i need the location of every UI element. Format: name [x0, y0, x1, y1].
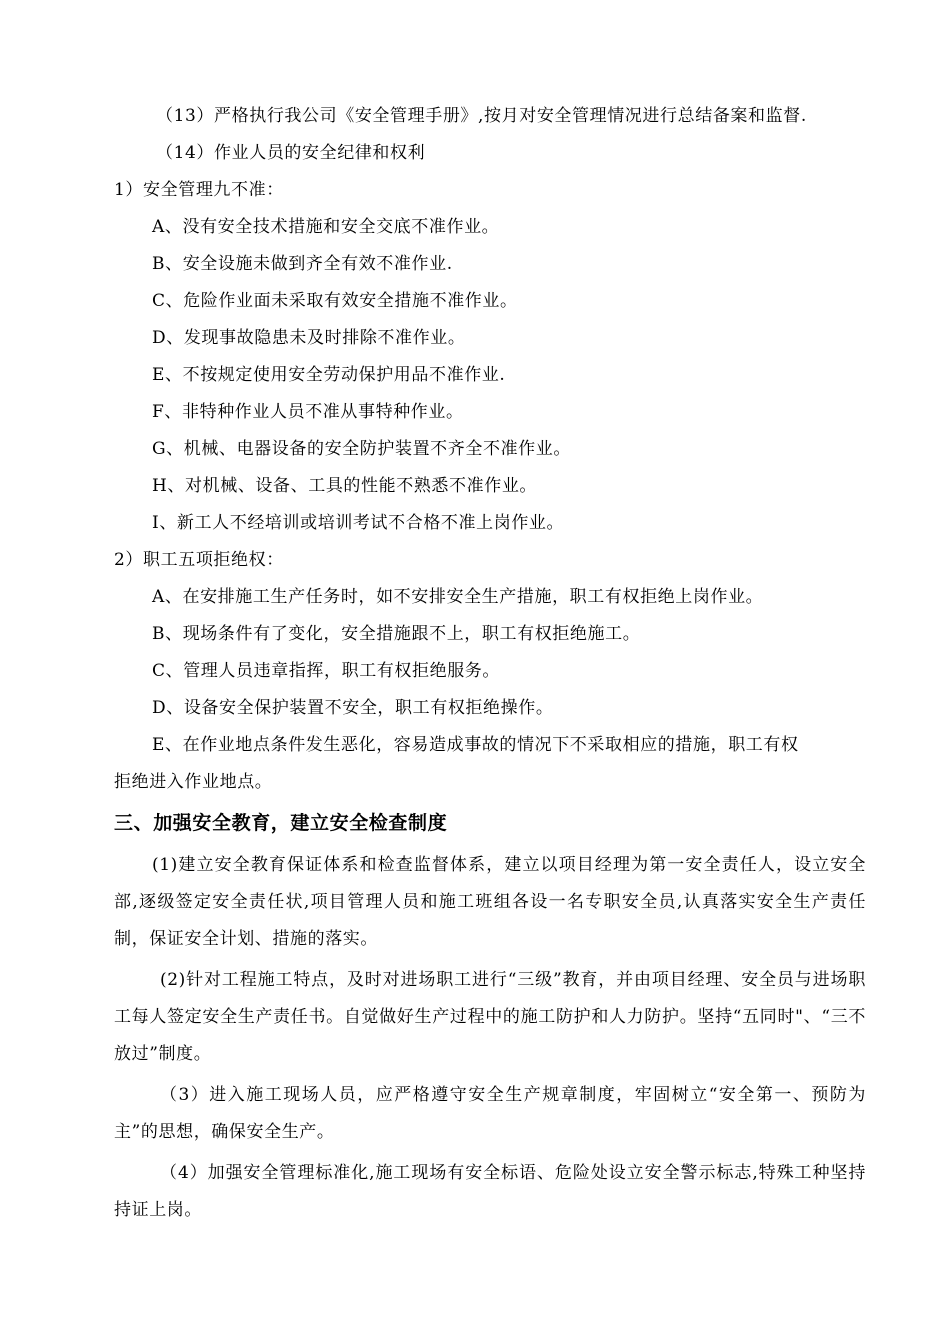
refusal-item-d: D、设备安全保护装置不安全，职工有权拒绝操作。	[152, 698, 554, 718]
nine-rules-item-a: A、没有安全技术措施和安全交底不准作业。	[152, 217, 500, 237]
paragraph-4: （4）加强安全管理标准化,施工现场有安全标语、危险处设立安全警示标志,特殊工种坚持持证上岗。	[114, 1163, 866, 1220]
nine-rules-item-g: G、机械、电器设备的安全防护装置不齐全不准作业。	[152, 439, 571, 459]
refusal-item-a: A、在安排施工生产任务时，如不安排安全生产措施，职工有权拒绝上岗作业。	[152, 587, 764, 607]
nine-rules-item-h: H、对机械、设备、工具的性能不熟悉不准作业。	[152, 476, 538, 496]
refusal-item-b: B、现场条件有了变化，安全措施跟不上，职工有权拒绝施工。	[152, 624, 641, 644]
nine-rules-item-d: D、发现事故隐患未及时排除不准作业。	[152, 328, 466, 348]
nine-rules-item-e: E、不按规定使用安全劳动保护用品不准作业.	[152, 365, 506, 385]
refusal-item-e-line2: 拒绝进入作业地点。	[114, 772, 273, 792]
item-13: （13）严格执行我公司《安全管理手册》,按月对安全管理情况进行总结备案和监督.	[156, 106, 807, 126]
refusal-item-e-line1: E、在作业地点条件发生恶化，容易造成事故的情况下不采取相应的措施，职工有权	[152, 735, 799, 755]
nine-rules-item-b: B、安全设施未做到齐全有效不准作业.	[152, 254, 453, 274]
section-heading-safety-education: 三、加强安全教育，建立安全检查制度	[114, 812, 448, 834]
paragraph-1: (1)建立安全教育保证体系和检查监督体系，建立以项目经理为第一安全责任人，设立安全部,逐级签定安全责任状,项目管理人员和施工班组各设一名专职安全员,认真落实安全生产责任制，保证安全计划、措施的落实。	[114, 855, 866, 949]
nine-rules-item-i: I、新工人不经培训或培训考试不合格不准上岗作业。	[152, 513, 565, 533]
section-refusal-rights-title: 2）职工五项拒绝权：	[114, 550, 284, 570]
refusal-item-c: C、管理人员违章指挥，职工有权拒绝服务。	[152, 661, 501, 681]
nine-rules-item-c: C、危险作业面未采取有效安全措施不准作业。	[152, 291, 518, 311]
section-nine-rules-title: 1）安全管理九不准：	[114, 180, 284, 200]
item-14: （14）作业人员的安全纪律和权利	[156, 143, 426, 163]
nine-rules-item-f: F、非特种作业人员不准从事特种作业。	[152, 402, 464, 422]
document-page	[114, 98, 866, 1229]
paragraph-2: (2)针对工程施工特点，及时对进场职工进行“三级”教育，并由项目经理、安全员与进场职工每人签定安全生产责任书。自觉做好生产过程中的施工防护和人力防护。坚持“五同时"、“三不放过”制度。	[114, 970, 866, 1064]
paragraph-3: （3）进入施工现场人员，应严格遵守安全生产规章制度，牢固树立“安全第一、预防为主”的思想，确保安全生产。	[114, 1085, 866, 1142]
